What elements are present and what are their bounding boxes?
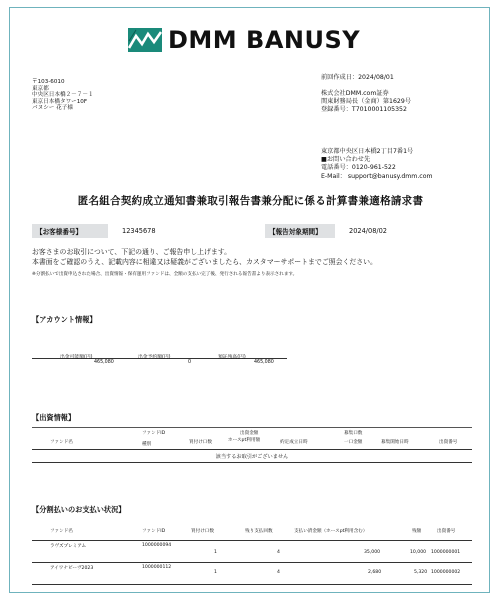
inst-row-remaining: 4 bbox=[277, 570, 280, 575]
issuer-registration: 関東財務局長（金商）第1629号 bbox=[321, 98, 411, 105]
issuer-block bbox=[321, 74, 411, 114]
inst-row-fund: アイワナビーヴ2023 bbox=[50, 566, 94, 571]
contact-email: E-Mail： support@banusy.dmm.com bbox=[321, 172, 433, 180]
account-header-withdrawable: 出金可能額(円) bbox=[60, 355, 93, 360]
customer-number-label: 【お客様番号】 bbox=[32, 224, 108, 238]
inst-row-balance: 5,320 bbox=[414, 570, 428, 575]
customer-number-value: 12345678 bbox=[122, 227, 156, 235]
installment-row-2 bbox=[32, 563, 472, 585]
investment-section-title: 【出資情報】 bbox=[32, 413, 76, 422]
issue-date: 前回作成日：2024/08/01 bbox=[321, 74, 394, 81]
inst-header-number: 出資番号 bbox=[437, 529, 456, 534]
account-value-balance: 465,080 bbox=[254, 360, 274, 365]
recipient-postal: 〒103-6010 bbox=[32, 79, 65, 85]
customer-number-row bbox=[32, 224, 156, 238]
issuer-contact bbox=[321, 148, 433, 181]
inv-header-fund-name: ファンド名 bbox=[50, 440, 73, 445]
intro-line-1: お客さまのお取引について、下記の通り、ご報告申し上げます。 bbox=[32, 248, 231, 256]
installment-row-1 bbox=[32, 541, 472, 563]
inst-header-units: 買付け口数 bbox=[191, 529, 214, 534]
investment-empty-message: 該当するお取引がございません bbox=[215, 454, 289, 460]
recipient-prefecture: 東京都 bbox=[32, 85, 49, 92]
brand-name: DMM BANUSY bbox=[168, 26, 361, 54]
account-table-values bbox=[32, 359, 287, 368]
installment-table bbox=[32, 523, 472, 585]
inst-header-remaining: 残り支払回数 bbox=[245, 529, 273, 534]
contact-title: ■お問い合わせ先 bbox=[321, 156, 371, 164]
inv-header-date: 約定成立日時 bbox=[280, 440, 308, 445]
installment-table-header bbox=[32, 523, 472, 541]
inst-header-fund-name: ファンド名 bbox=[50, 529, 73, 534]
brand-logo bbox=[128, 24, 360, 56]
account-section-title: 【アカウント情報】 bbox=[32, 315, 97, 324]
inst-row-fund: ラヴズプレミアム bbox=[50, 544, 87, 549]
inv-header-amount: 出資金額 bbox=[240, 431, 259, 436]
recipient-name: バヌシー 花子様 bbox=[32, 105, 73, 112]
recipient-address bbox=[32, 79, 94, 112]
inst-row-paid: 2,680 bbox=[368, 570, 382, 575]
investment-table bbox=[32, 427, 472, 463]
investment-table-header bbox=[32, 427, 472, 450]
issuer-address: 東京都中央区日本橋2丁目7番1号 bbox=[321, 148, 414, 155]
account-table bbox=[32, 352, 287, 368]
report-period-row bbox=[265, 224, 387, 238]
inv-header-start-date: 募集開始日時 bbox=[381, 440, 409, 445]
inst-row-units: 1 bbox=[214, 550, 217, 555]
inst-row-paid: 35,000 bbox=[364, 550, 381, 555]
account-header-balance: 預託残高(円) bbox=[218, 355, 246, 360]
intro-line-2: 本書面をご確認のうえ、記載内容に相違又は疑義がございましたら、カスタマーサポートまでご照会ください。 bbox=[32, 258, 377, 266]
inv-header-fund-id: ファンドID bbox=[142, 431, 166, 436]
inv-header-offer-units: 募集口数 bbox=[344, 431, 363, 436]
inst-header-balance: 残額 bbox=[412, 529, 422, 534]
issuer-company: 株式会社DMM.com証券 bbox=[321, 90, 389, 97]
account-header-reserved: 出金予約額(円) bbox=[138, 355, 171, 360]
intro-text bbox=[32, 247, 377, 267]
recipient-address1: 中央区日本橋２－７－１ bbox=[32, 92, 94, 99]
inv-header-units: 買付け口数 bbox=[189, 440, 212, 445]
recipient-address2: 東京日本橋タワー10F bbox=[32, 98, 88, 105]
account-value-reserved: 0 bbox=[188, 360, 192, 365]
account-table-header bbox=[32, 352, 287, 359]
inv-header-unit-price: 一口金額 bbox=[344, 440, 363, 445]
inst-header-fund-id: ファンドID bbox=[142, 529, 166, 534]
inv-header-pt: ホースpt利用額 bbox=[228, 438, 261, 443]
inst-row-id: 1000000094 bbox=[142, 543, 172, 548]
inst-row-number: 1000000001 bbox=[431, 550, 461, 555]
inv-header-number: 出資番号 bbox=[439, 440, 458, 445]
installment-note: ※分割払いで出資申込された場合、出資情報・保有運用ファンドは、全額の支払い完了後、発行される報告書より表示されます。 bbox=[32, 272, 298, 277]
document-title: 匿名組合契約成立通知書兼取引報告書兼分配に係る計算書兼適格請求書 bbox=[77, 195, 424, 207]
inv-header-type: 種別 bbox=[142, 442, 152, 447]
installment-section-title: 【分割払いのお支払い状況】 bbox=[32, 505, 126, 514]
issuer-reg-number: 登録番号：T7010001105352 bbox=[321, 106, 407, 113]
inst-row-id: 1000000112 bbox=[142, 565, 172, 570]
report-page bbox=[9, 7, 490, 593]
mountain-logo-icon bbox=[128, 28, 162, 52]
account-value-withdrawable: 465,080 bbox=[94, 360, 114, 365]
investment-empty-row bbox=[32, 450, 472, 463]
inst-row-units: 1 bbox=[214, 570, 217, 575]
report-period-value: 2024/08/02 bbox=[349, 227, 388, 235]
inst-header-paid: 支払い済金額（ホースpt利用含む） bbox=[294, 529, 368, 534]
inst-row-remaining: 4 bbox=[277, 550, 280, 555]
contact-phone: 電話番号：0120-961-522 bbox=[321, 164, 396, 172]
inst-row-balance: 10,000 bbox=[410, 550, 427, 555]
inst-row-number: 1000000002 bbox=[431, 570, 461, 575]
report-period-label: 【報告対象期間】 bbox=[265, 224, 335, 238]
